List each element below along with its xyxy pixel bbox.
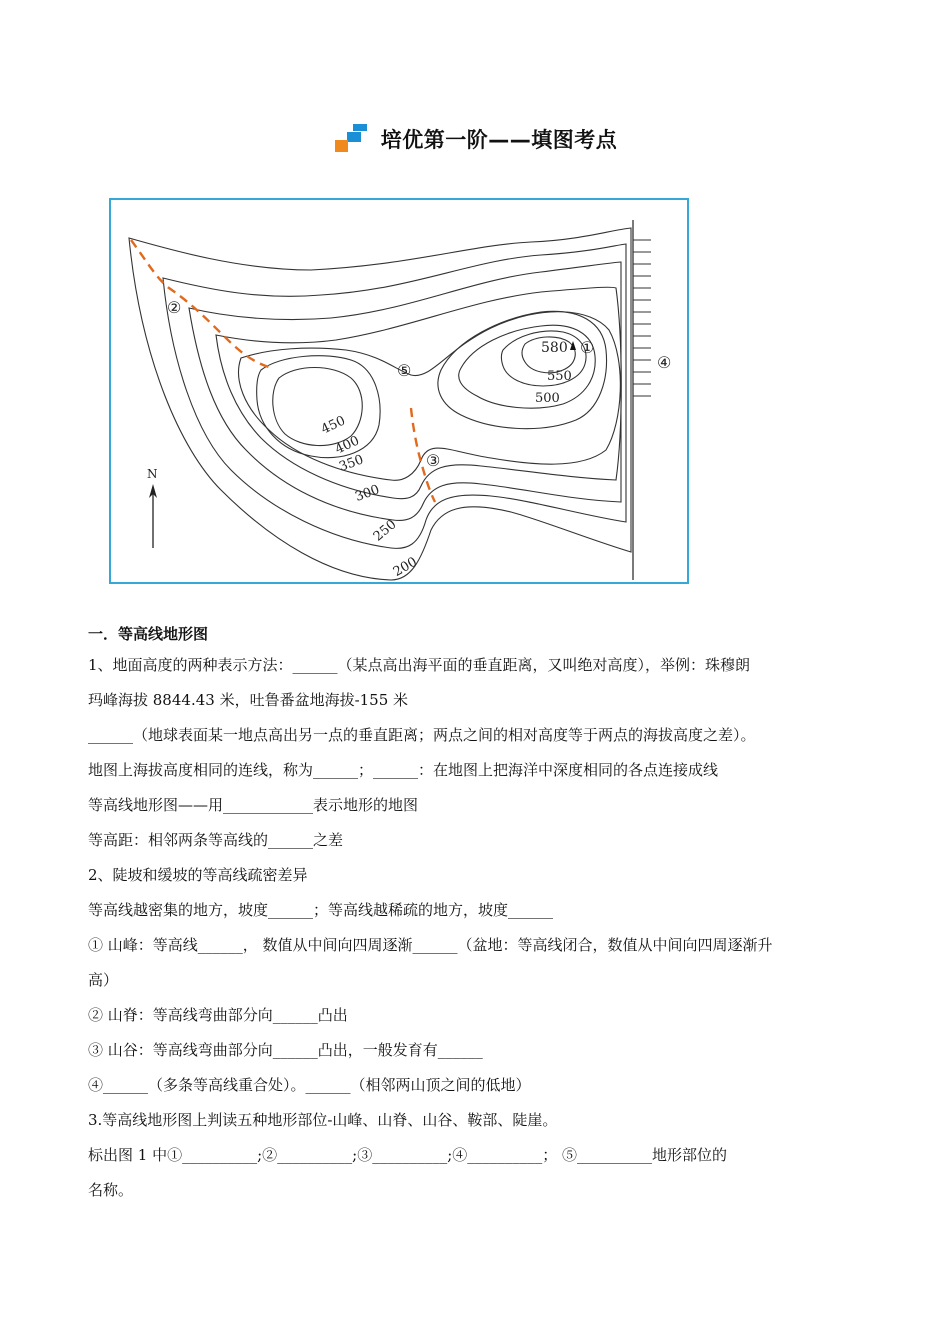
- marker-3: ③: [426, 451, 441, 470]
- section-content: [88, 620, 868, 1208]
- paragraph-3: ______（地球表面某一地点高出另一点的垂直距离；两点之间的相对高度等于两点的海拔高度之差）。: [88, 726, 756, 744]
- paragraph-14: 3.等高线地形图上判读五种地形部位-山峰、山脊、山谷、鞍部、陡崖。: [88, 1111, 558, 1129]
- paragraph-2: 玛峰海拔 8844.43 米，吐鲁番盆地海拔-155 米: [88, 691, 409, 709]
- label-350: 350: [337, 452, 366, 475]
- label-300: 300: [353, 482, 382, 505]
- north-label: N: [147, 467, 158, 481]
- label-250: 250: [370, 517, 400, 545]
- page-title: 培优第一阶——填图考点: [380, 128, 618, 152]
- contour-inner-west: [273, 368, 363, 446]
- paragraph-1: 1、地面高度的两种表示方法：______（某点高出海平面的垂直距离，又叫绝对高度），举例：珠穆朗: [88, 656, 751, 674]
- label-500: 500: [535, 391, 560, 406]
- contour-map-svg: [111, 200, 687, 582]
- paragraph-11: ② 山脊：等高线弯曲部分向______凸出: [88, 1006, 348, 1024]
- paragraph-15: 标出图 1 中①__________;②__________;③__________;④__________； ⑤__________地形部位的: [88, 1146, 728, 1164]
- paragraph-8: 等高线越密集的地方，坡度______；等高线越稀疏的地方，坡度______: [88, 901, 554, 919]
- marker-4: ④: [657, 353, 672, 372]
- contour-map-figure: [109, 198, 689, 584]
- label-450: 450: [318, 413, 348, 438]
- section-heading: 一．等高线地形图: [88, 625, 209, 643]
- marker-5: ⑤: [397, 361, 412, 380]
- stair-logo-icon: [333, 124, 375, 154]
- summit-elevation: 580: [541, 340, 568, 356]
- marker-1: ①: [580, 338, 595, 357]
- paragraph-7: 2、陡坡和缓坡的等高线疏密差异: [88, 866, 308, 884]
- contour-500: [459, 325, 595, 408]
- paragraph-5: 等高线地形图——用____________表示地形的地图: [88, 796, 419, 814]
- paragraph-4: 地图上海拔高度相同的连线，称为______；______：在地图上把海洋中深度相同的各点连接成线: [88, 761, 719, 779]
- label-550: 550: [547, 369, 572, 384]
- label-200: 200: [390, 554, 420, 580]
- contour-450-west: [257, 356, 380, 458]
- paragraph-6: 等高距：相邻两条等高线的______之差: [88, 831, 344, 849]
- summit-triangle-icon: [570, 341, 576, 350]
- paragraph-12: ③ 山谷：等高线弯曲部分向______凸出，一般发育有______: [88, 1041, 483, 1059]
- page-title-row: [0, 124, 950, 158]
- paragraph-13: ④______（多条等高线重合处）。______（相邻两山顶之间的低地）: [88, 1076, 531, 1094]
- marker-2: ②: [167, 298, 182, 317]
- paragraph-9: ① 山峰：等高线______， 数值从中间向四周逐渐______（盆地：等高线闭合，数值从中间向四周逐渐升: [88, 936, 773, 954]
- cliff-ticks: [633, 240, 651, 396]
- paragraph-10: 高）: [88, 971, 119, 989]
- paragraph-16: 名称。: [88, 1181, 134, 1199]
- label-400: 400: [332, 433, 362, 458]
- ridge-dashed-line: [131, 240, 273, 368]
